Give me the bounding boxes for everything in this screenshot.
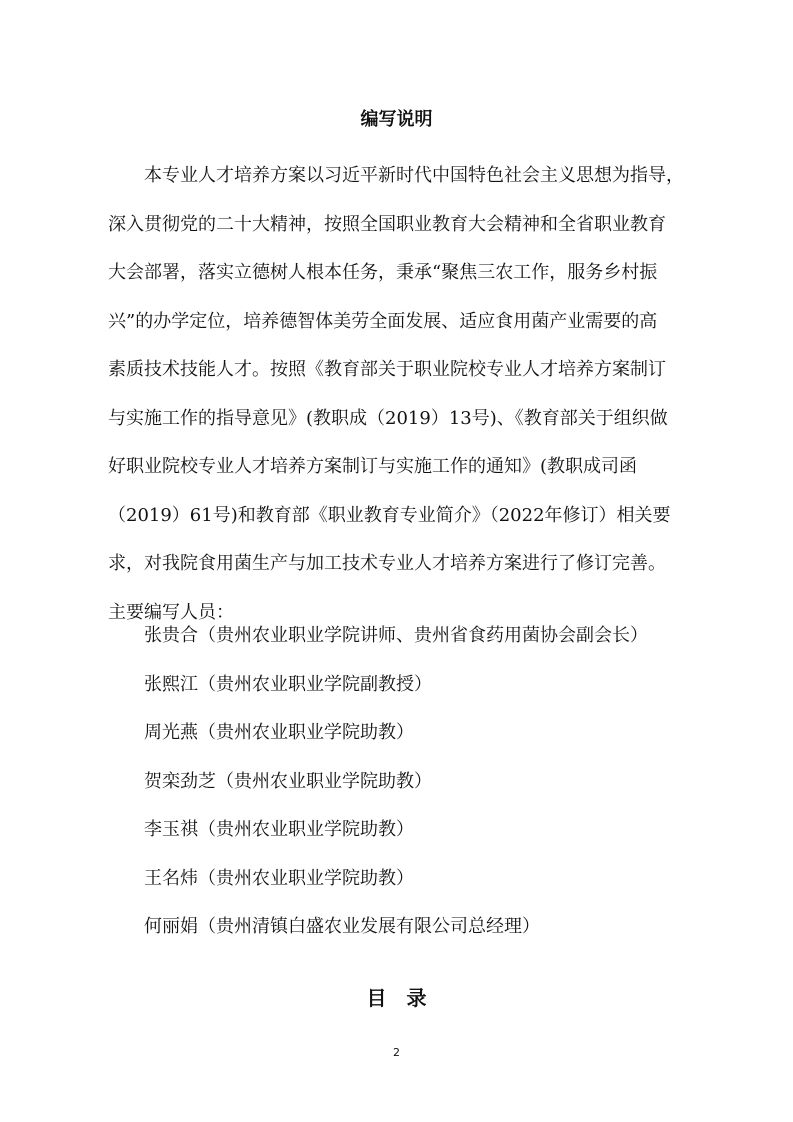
preface-body — [108, 152, 698, 637]
authors-label: 主要编写人员： — [108, 601, 234, 623]
author-list — [144, 612, 704, 952]
toc-title: 目录 — [366, 986, 447, 1010]
paragraph-line: 兴”的办学定位，培养德智体美劳全面发展、适应食用菌产业需要的高 — [108, 310, 658, 332]
paragraph-line: 与实施工作的指导意见》(教职成（2019）13号)、《教育部关于组织做 — [108, 407, 668, 429]
author-item: 贺栾劲芝（贵州农业职业学院助教） — [144, 770, 432, 792]
author-item: 李玉祺（贵州农业职业学院助教） — [144, 819, 414, 840]
author-item: 张贵合（贵州农业职业学院讲师、贵州省食药用菌协会副会长） — [144, 625, 648, 646]
paragraph-line: 好职业院校专业人才培养方案制订与实施工作的通知》(教职成司函 — [108, 456, 638, 477]
paragraph-line: 素质技术技能人才。按照《教育部关于职业院校专业人才培养方案制订 — [108, 359, 666, 380]
paragraph-line: 求，对我院食用菌生产与加工技术专业人才培养方案进行了修订完善。 — [108, 553, 666, 574]
page-number: 2 — [393, 1046, 400, 1059]
author-item: 张熙江（贵州农业职业学院副教授） — [144, 673, 432, 695]
section-title: 编写说明 — [360, 109, 433, 130]
author-item: 王名炜（贵州农业职业学院助教） — [144, 867, 414, 889]
paragraph-line: 深入贯彻党的二十大精神，按照全国职业教育大会精神和全省职业教育 — [108, 213, 666, 235]
paragraph-line: （2019）61号)和教育部《职业教育专业简介》（2022年修订）相关要 — [108, 504, 671, 526]
author-item: 何丽娟（贵州清镇白盛农业发展有限公司总经理） — [144, 916, 540, 937]
paragraph-line: 本专业人才培养方案以习近平新时代中国特色社会主义思想为指导， — [144, 165, 684, 186]
author-item: 周光燕（贵州农业职业学院助教） — [144, 722, 414, 743]
paragraph-line: 大会部署，落实立德树人根本任务，秉承“聚焦三农工作，服务乡村振 — [108, 262, 658, 283]
